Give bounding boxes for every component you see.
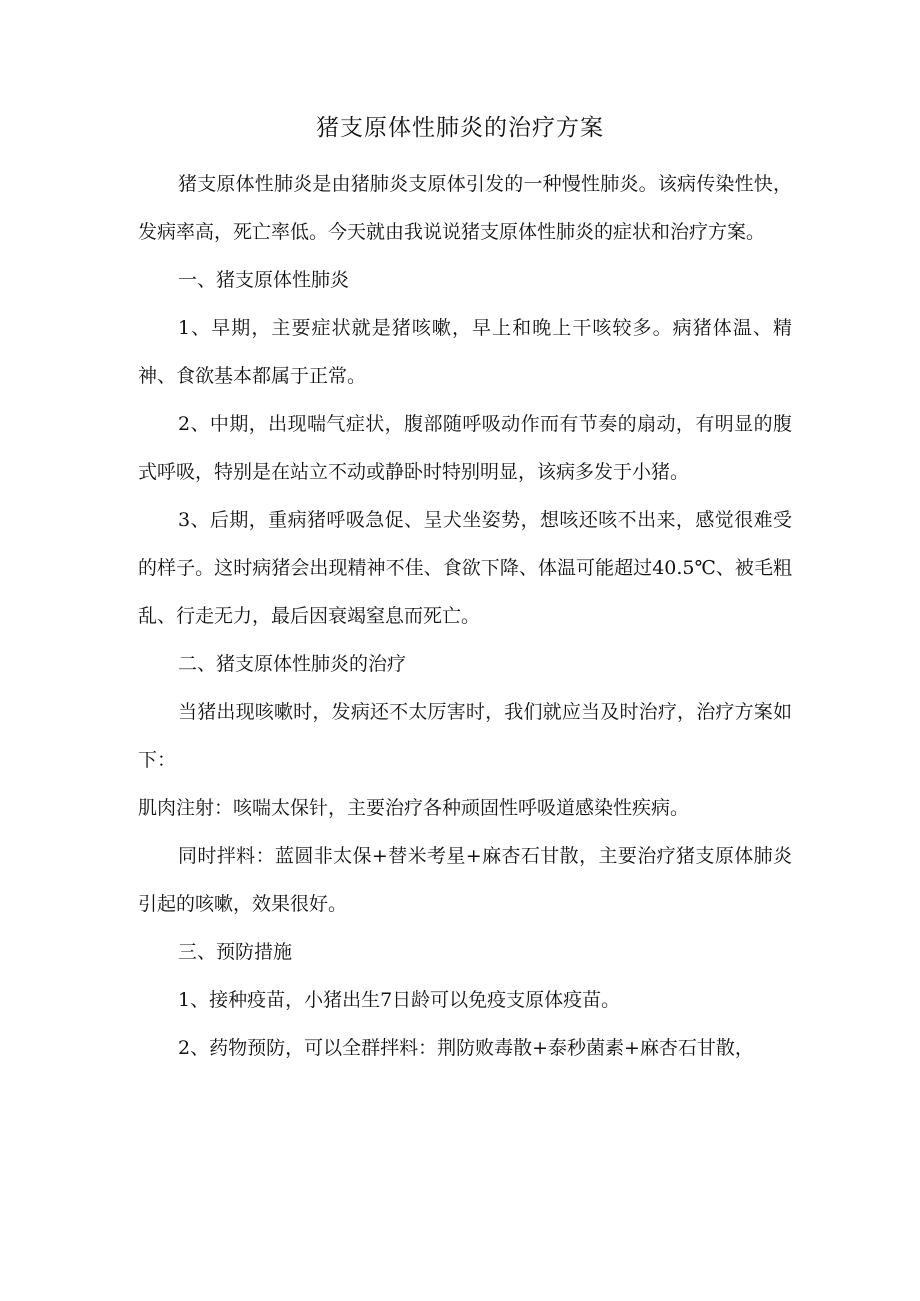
document-title: 猪支原体性肺炎的治疗方案 bbox=[316, 115, 604, 141]
symptom-late-paragraph: 3、后期，重病猪呼吸急促、呈犬坐姿势，想咳还咳不出来，感觉很难受的样子。这时病猪会出现精神不佳、食欲下降、体温可能超过40.5℃、被毛粗乱、行走无力，最后因衰竭窒息而死亡。 bbox=[138, 509, 792, 627]
section-heading-symptoms: 一、猪支原体性肺炎 bbox=[178, 269, 350, 291]
prevention-drug-paragraph: 2、药物预防，可以全群拌料：荆防败毒散+泰秒菌素+麻杏石甘散， bbox=[178, 1037, 754, 1059]
prevention-vaccine-paragraph: 1、接种疫苗，小猪出生7日龄可以免疫支原体疫苗。 bbox=[178, 989, 621, 1011]
intro-paragraph: 猪支原体性肺炎是由猪肺炎支原体引发的一种慢性肺炎。该病传染性快，发病率高，死亡率低。今天就由我说说猪支原体性肺炎的症状和治疗方案。 bbox=[138, 173, 792, 243]
section-heading-prevention: 三、预防措施 bbox=[178, 941, 293, 963]
symptom-middle-paragraph: 2、中期，出现喘气症状，腹部随呼吸动作而有节奏的扇动，有明显的腹式呼吸，特别是在站立不动或静卧时特别明显，该病多发于小猪。 bbox=[138, 413, 792, 483]
section-heading-treatment: 二、猪支原体性肺炎的治疗 bbox=[178, 653, 407, 675]
document-body bbox=[138, 160, 792, 1072]
treatment-intro-paragraph: 当猪出现咳嗽时，发病还不太厉害时，我们就应当及时治疗，治疗方案如下： bbox=[138, 701, 792, 771]
treatment-injection-paragraph: 肌肉注射：咳喘太保针，主要治疗各种顽固性呼吸道感染性疾病。 bbox=[138, 797, 690, 819]
symptom-early-paragraph: 1、早期，主要症状就是猪咳嗽，早上和晚上干咳较多。病猪体温、精神、食欲基本都属于正常。 bbox=[138, 317, 792, 387]
treatment-feed-paragraph: 同时拌料：蓝圆非太保+替米考星+麻杏石甘散，主要治疗猪支原体肺炎引起的咳嗽，效果很好。 bbox=[138, 845, 792, 915]
